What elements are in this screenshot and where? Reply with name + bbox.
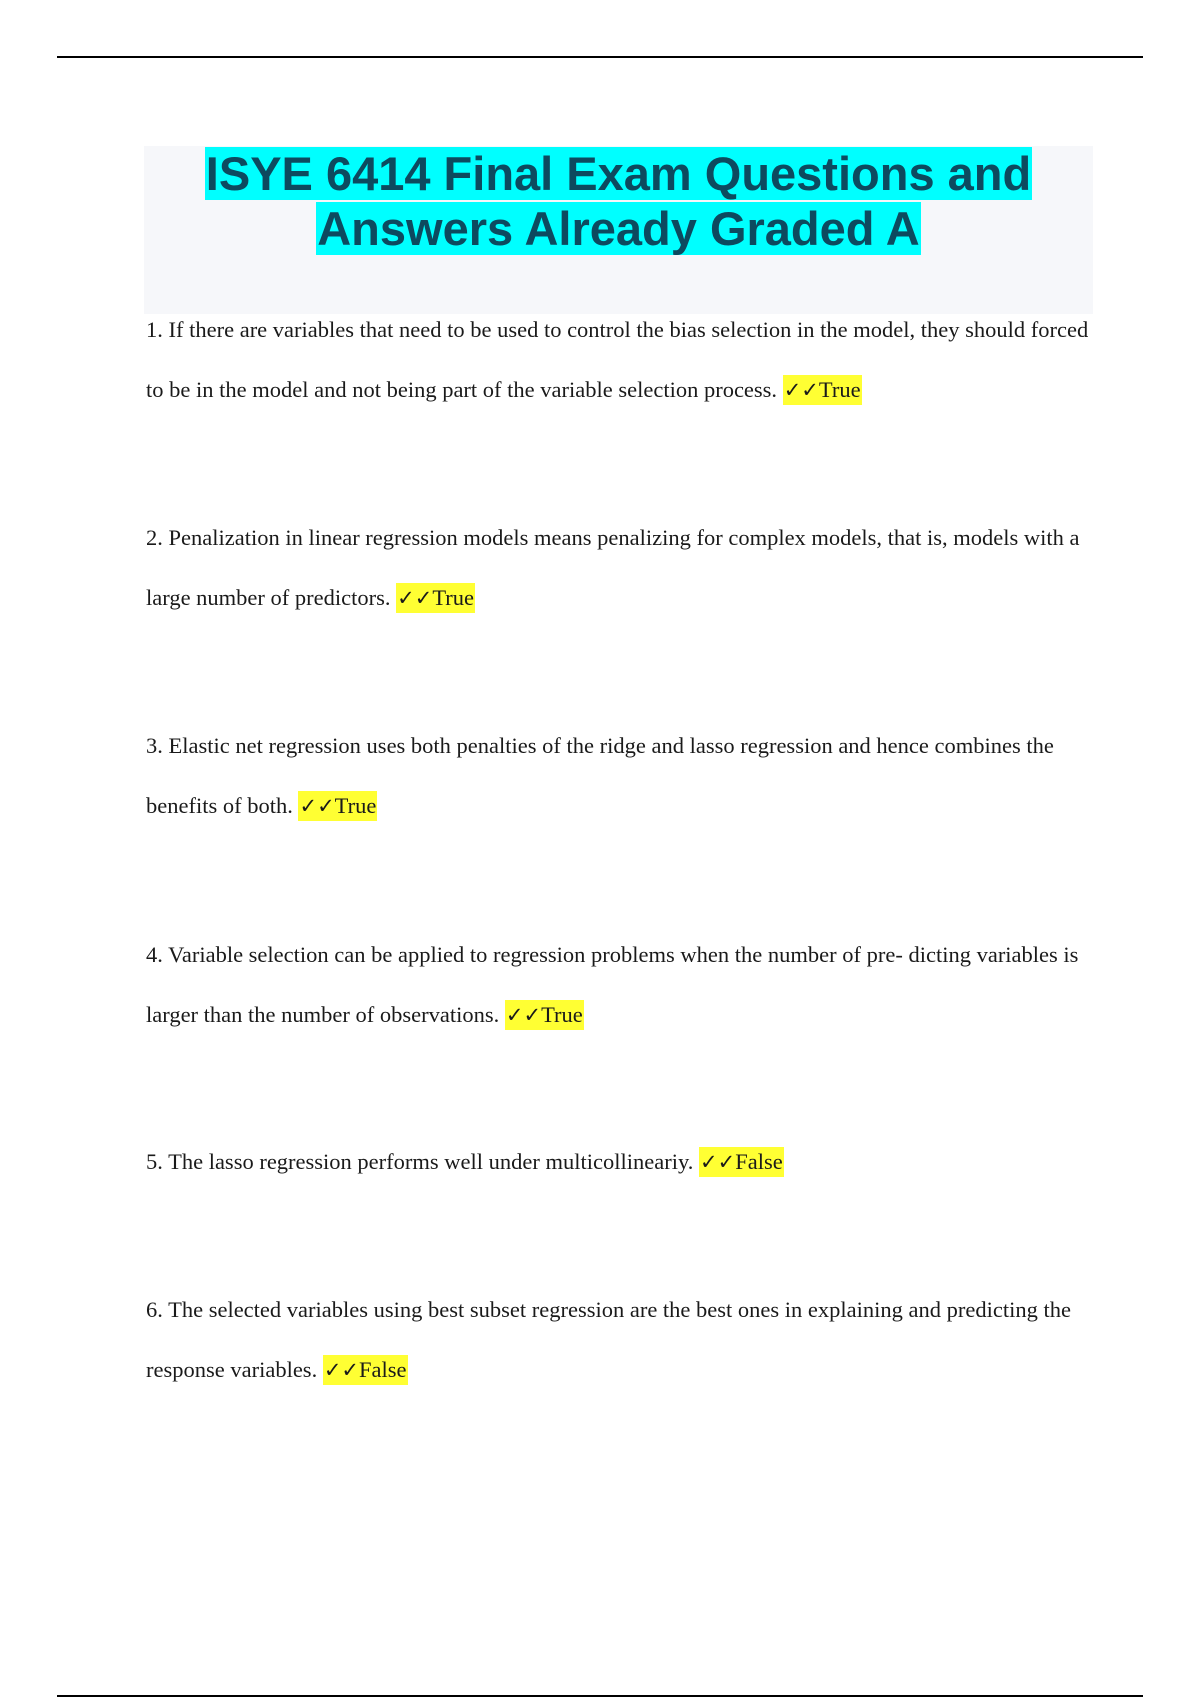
question-4 (146, 925, 1096, 1045)
title-block (144, 146, 1093, 314)
question-2 (146, 508, 1096, 628)
question-text: 4. Variable selection can be applied to regression problems when the number of pre- dicting variables is larger than the number of observations. (146, 942, 1079, 1027)
answer-text: True (432, 585, 475, 610)
answer-text: True (334, 793, 377, 818)
top-rule (57, 56, 1143, 58)
answer-highlight (298, 791, 377, 821)
title-line-1: ISYE 6414 Final Exam Questions and (205, 147, 1032, 200)
question-text: 3. Elastic net regression uses both penalties of the ridge and lasso regression and hence combines the benefits of both. (146, 733, 1054, 818)
double-check-icon: ✓✓ (783, 378, 819, 402)
answer-highlight (505, 1000, 584, 1030)
answer-highlight (396, 583, 475, 613)
double-check-icon: ✓✓ (397, 586, 433, 610)
document-title (144, 146, 1093, 256)
answer-text: True (818, 377, 861, 402)
answer-highlight (783, 375, 862, 405)
question-text: 2. Penalization in linear regression models means penalizing for complex models, that is, models with a large number of predictors. (146, 525, 1080, 610)
question-text: 1. If there are variables that need to be used to control the bias selection in the model, they should forced to be in the model and not being part of the variable selection process. (146, 317, 1089, 402)
question-1 (146, 300, 1096, 420)
double-check-icon: ✓✓ (323, 1358, 360, 1382)
answer-highlight (323, 1355, 408, 1385)
question-3 (146, 716, 1096, 836)
question-text: 6. The selected variables using best subset regression are the best ones in explaining and predicting the response variables. (146, 1297, 1071, 1382)
title-line-2: Answers Already Graded A (317, 202, 920, 255)
answer-text: True (541, 1002, 583, 1027)
double-check-icon: ✓✓ (299, 794, 335, 818)
double-check-icon: ✓✓ (700, 1150, 736, 1174)
question-6 (146, 1280, 1096, 1400)
question-5 (146, 1132, 1096, 1192)
answer-highlight (699, 1147, 784, 1177)
bottom-rule (57, 1695, 1143, 1697)
answer-text: False (735, 1149, 783, 1174)
double-check-icon: ✓✓ (505, 1003, 542, 1027)
question-text: 5. The lasso regression performs well under multicollineariy. (146, 1149, 694, 1174)
answer-text: False (359, 1357, 407, 1382)
